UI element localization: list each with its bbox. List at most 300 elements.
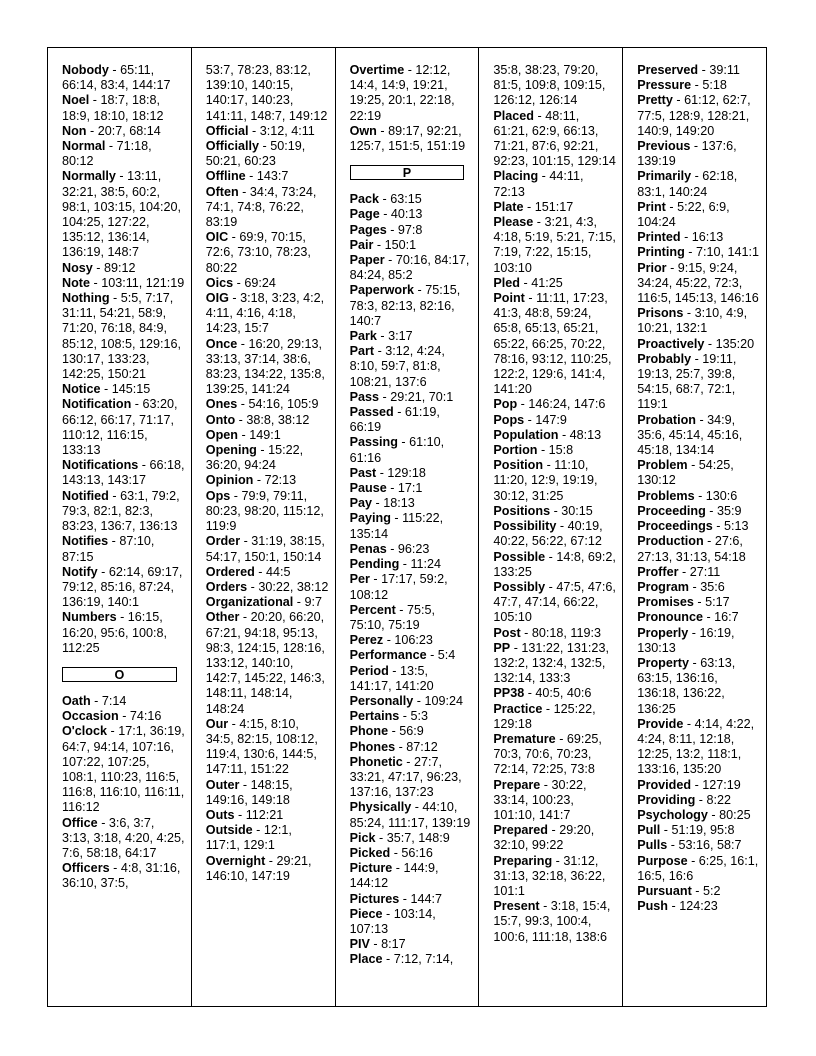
index-term: Post: [493, 625, 521, 640]
index-term: Push: [637, 899, 668, 914]
index-refs: 44:5: [266, 564, 291, 579]
index-entry: Outside - 12:1, 117:1, 129:1: [205, 823, 292, 853]
index-term: Phonetic: [349, 754, 403, 769]
index-refs: 109:24: [424, 693, 464, 708]
index-refs: 54:16, 105:9: [248, 397, 319, 412]
index-entry: Post - 80:18, 119:3: [493, 625, 601, 640]
index-refs: 20:7, 68:14: [97, 123, 161, 138]
index-term: Placing: [493, 169, 539, 184]
index-refs: 5:22, 6:9, 104:24: [637, 199, 730, 230]
index-entry: Notification - 63:20, 66:12, 66:17, 71:17, 110:12, 116:15, 133:13: [62, 397, 178, 458]
letter-heading-o: O: [62, 667, 177, 682]
index-refs: 75:15, 78:3, 82:13, 82:16, 140:7: [349, 283, 461, 328]
index-term: Possibly: [493, 579, 546, 594]
index-refs: 63:13, 63:15, 136:16, 136:18, 136:22, 136:25: [637, 655, 736, 716]
index-term: Occasion: [62, 709, 119, 724]
index-refs: 87:12: [406, 739, 438, 754]
index-term: Premature: [493, 731, 556, 746]
index-entry: Please - 3:21, 4:3, 4:18, 5:19, 5:21, 7:15, 7:19, 7:22, 15:15, 103:10: [493, 215, 616, 275]
index-refs: 15:8: [548, 443, 574, 458]
index-term: Provided: [637, 777, 692, 792]
index-term: Place: [349, 952, 383, 967]
index-term: Normal: [62, 139, 106, 154]
index-term: Printing: [637, 245, 685, 260]
index-refs: 3:10, 4:9, 10:21, 132:1: [637, 306, 748, 336]
index-refs: 5:4: [437, 648, 456, 663]
index-term: Other: [205, 610, 240, 625]
index-entry: Pretty - 61:12, 62:7, 77:5, 128:9, 128:21, 140:9, 149:20: [637, 93, 751, 138]
index-entry: Onto - 38:8, 38:12: [205, 412, 310, 427]
index-term: Nosy: [62, 260, 93, 275]
index-refs: 16:19, 130:13: [637, 625, 735, 655]
index-entry: Provided - 127:19: [637, 777, 741, 792]
index-refs: 44:10, 85:24, 111:17, 139:19: [349, 800, 471, 830]
index-term: Picked: [349, 845, 391, 860]
index-term: Nobody: [62, 63, 109, 77]
index-entry: Practice - 125:22, 129:18: [493, 701, 596, 731]
index-term: Pursuant: [637, 883, 692, 898]
index-entry: Passing - 61:10, 61:16: [349, 435, 445, 465]
index-term: Physically: [349, 800, 412, 815]
index-refs: 148:15, 149:16, 149:18: [205, 777, 293, 807]
index-entry: Properly - 16:19, 130:13: [637, 625, 735, 655]
index-term: Preparing: [493, 853, 553, 868]
index-term: Placed: [493, 108, 534, 123]
index-entry: Penas - 96:23: [349, 541, 430, 556]
index-refs: 29:21, 146:10, 147:19: [205, 853, 312, 883]
index-entry: Place - 7:12, 7:14,: [349, 952, 454, 967]
index-entry: Notifications - 66:18, 143:13, 143:17: [62, 458, 185, 488]
index-term: Portion: [493, 443, 538, 458]
index-refs: 5:18: [702, 78, 727, 93]
index-refs: 17:17, 59:2, 108:12: [349, 572, 448, 602]
index-entry: Notify - 62:14, 69:17, 79:12, 85:16, 87:24, 136:19, 140:1: [62, 564, 183, 610]
index-refs: 103:14, 107:13: [349, 906, 436, 936]
index-entry: Pages - 97:8: [349, 222, 423, 237]
index-entry: Possibility - 40:19, 40:22, 56:22, 67:12: [493, 519, 603, 549]
index-term: Properly: [637, 625, 689, 640]
index-term: Pops: [493, 412, 525, 427]
index-refs: 63:15: [390, 192, 422, 207]
index-refs: 31:19, 38:15, 54:17, 150:1, 150:14: [205, 534, 325, 564]
index-term: Page: [349, 207, 380, 222]
index-entry: Officers - 4:8, 31:16, 36:10, 37:5,: [62, 861, 181, 891]
index-entry: Previous - 137:6, 139:19: [637, 139, 737, 169]
index-refs: 12:12, 14:4, 14:9, 19:21, 19:25, 20:1, 22:18, 22:19: [349, 63, 455, 123]
index-entry: Placing - 44:11, 72:13: [493, 169, 584, 199]
index-term: Offline: [205, 169, 246, 184]
index-entry: Overtime - 12:12, 14:4, 14:9, 19:21, 19:25, 20:1, 22:18, 22:19: [349, 63, 455, 123]
index-entry: Piece - 103:14, 107:13: [349, 906, 436, 936]
index-refs: 11:11, 17:23, 41:3, 48:8, 59:24, 65:8, 65:13, 65:21, 65:22, 66:25, 70:22, 78:16, 93:12, 110:25, 122:2, 129:6, 141:4, 141:20: [493, 291, 612, 397]
index-refs: 61:10, 61:16: [349, 435, 445, 465]
index-entry: Organizational - 9:7: [205, 595, 322, 610]
index-entry: Prisons - 3:10, 4:9, 10:21, 132:1: [637, 306, 748, 336]
index-refs: 69:9, 70:15, 72:6, 73:10, 78:23, 80:22: [205, 230, 311, 275]
index-refs: 40:5, 40:6: [535, 686, 592, 701]
index-term: Paperwork: [349, 283, 414, 298]
index-entry: Numbers - 16:15, 16:20, 95:6, 100:8, 112:25: [62, 610, 168, 655]
index-entry: OIC - 69:9, 70:15, 72:6, 73:10, 78:23, 80:22: [205, 230, 311, 275]
index-entry: Orders - 30:22, 38:12: [205, 579, 329, 594]
index-term: Officially: [205, 139, 259, 154]
index-refs: 48:11, 61:21, 62:9, 66:13, 71:21, 87:6, 92:21, 92:23, 101:15, 129:14: [493, 108, 616, 169]
index-term: Please: [493, 215, 534, 230]
index-refs: 11:10, 11:20, 12:9, 19:19, 30:12, 31:25: [493, 458, 598, 503]
index-refs: 151:17: [534, 199, 574, 214]
index-term: Overnight: [205, 853, 266, 868]
index-entry: Positions - 30:15: [493, 503, 593, 518]
index-term: Pause: [349, 481, 387, 496]
index-term: Pop: [493, 397, 518, 412]
index-term: Possible: [493, 549, 546, 564]
index-refs: 63:1, 79:2, 79:3, 82:1, 82:3, 83:23, 136:7, 136:13: [62, 488, 180, 534]
index-entry: Period - 13:5, 141:17, 141:20: [349, 663, 434, 693]
index-refs: 31:12, 31:13, 32:18, 36:22, 101:1: [493, 853, 606, 898]
index-refs: 39:11: [709, 63, 740, 77]
index-term: Pronounce: [637, 610, 703, 625]
index-term: Printed: [637, 230, 681, 245]
index-term: Proffer: [637, 564, 679, 579]
index-entry: PIV - 8:17: [349, 937, 406, 952]
index-refs: 97:8: [397, 222, 423, 237]
index-term: Outer: [205, 777, 240, 792]
index-refs: 13:5, 141:17, 141:20: [349, 663, 434, 693]
index-entry: Overnight - 29:21, 146:10, 147:19: [205, 853, 312, 883]
index-term: Pulls: [637, 838, 668, 853]
index-refs: 35:7, 148:9: [386, 830, 450, 845]
index-entry: Percent - 75:5, 75:10, 75:19: [349, 602, 436, 632]
index-term: Office: [62, 815, 98, 830]
index-entry: [493, 63, 616, 109]
index-term: Passed: [349, 405, 394, 420]
index-entry: Property - 63:13, 63:15, 136:16, 136:18, 136:22, 136:25: [637, 655, 736, 716]
index-refs: 7:10, 141:1: [695, 245, 759, 260]
index-entry: Paperwork - 75:15, 78:3, 82:13, 82:16, 140:7: [349, 283, 461, 328]
index-term: Onto: [205, 412, 236, 427]
index-refs: 54:25, 130:12: [637, 458, 734, 488]
index-refs: 30:22, 38:12: [258, 579, 329, 594]
index-entry: Possible - 14:8, 69:2, 133:25: [493, 549, 616, 579]
index-entry: Performance - 5:4: [349, 648, 456, 663]
index-refs: 5:3: [410, 709, 429, 724]
index-entry: Pulls - 53:16, 58:7: [637, 838, 742, 853]
index-term: Nothing: [62, 291, 110, 306]
index-term: Pay: [349, 496, 373, 511]
index-refs: 18:13: [383, 496, 415, 511]
index-entry: Preparing - 31:12, 31:13, 32:18, 36:22, 101:1: [493, 853, 606, 898]
index-entry: Our - 4:15, 8:10, 34:5, 82:15, 108:12, 119:4, 130:6, 144:5, 147:11, 151:22: [205, 716, 318, 777]
index-refs: 5:2: [702, 883, 721, 898]
index-term: Notify: [62, 564, 98, 579]
index-entry: Ones - 54:16, 105:9: [205, 397, 319, 412]
index-refs: 7:14: [101, 693, 127, 708]
index-refs: 9:15, 9:24, 34:24, 45:22, 72:3, 116:5, 145:13, 146:16: [637, 260, 759, 306]
index-term: Officers: [62, 861, 110, 876]
index-entry: Pled - 41:25: [493, 275, 563, 290]
index-entry: Psychology - 80:25: [637, 807, 751, 822]
index-entry: Pops - 147:9: [493, 412, 567, 427]
index-term: OIG: [205, 291, 229, 306]
index-entry: [206, 63, 329, 124]
index-refs: 89:17, 92:21, 125:7, 151:5, 151:19: [349, 123, 466, 154]
index-term: Program: [637, 579, 689, 594]
index-entry: Preserved - 39:11: [637, 63, 740, 77]
index-entry: Point - 11:11, 17:23, 41:3, 48:8, 59:24, 65:8, 65:13, 65:21, 65:22, 66:25, 70:22, 78:16, 93:12, 110:25, 122:2, 129:6, 141:4, 141:20: [493, 291, 612, 397]
index-entry: Pending - 11:24: [349, 557, 442, 572]
index-term: Pictures: [349, 891, 400, 906]
index-term: OIC: [205, 230, 229, 245]
index-refs: 63:20, 66:12, 66:17, 71:17, 110:12, 116:15, 133:13: [62, 397, 178, 458]
index-entry: Problems - 130:6: [637, 488, 738, 503]
index-entry: Pass - 29:21, 70:1: [349, 389, 454, 404]
index-term: Ones: [205, 397, 238, 412]
index-term: Point: [493, 291, 525, 306]
index-term: Performance: [349, 648, 427, 663]
index-refs: 53:16, 58:7: [678, 838, 742, 853]
index-refs: 65:11, 66:14, 83:4, 144:17: [62, 63, 171, 93]
index-term: Personally: [349, 693, 414, 708]
index-term: Part: [349, 344, 375, 359]
index-entry: Proffer - 27:11: [637, 564, 721, 579]
index-entry: Probation - 34:9, 35:6, 45:14, 45:16, 45:18, 134:14: [637, 412, 743, 458]
index-term: Once: [205, 336, 238, 351]
index-entry: Nobody - 65:11, 66:14, 83:4, 144:17: [62, 63, 171, 93]
index-refs: 129:18: [387, 465, 426, 480]
index-entry: Picked - 56:16: [349, 845, 433, 860]
index-refs: 15:22, 36:20, 94:24: [205, 443, 304, 473]
index-entry: Problem - 54:25, 130:12: [637, 458, 734, 488]
index-refs: 5:13: [723, 519, 749, 534]
index-refs: 69:25, 70:3, 70:6, 70:23, 72:14, 72:25, 73:8: [493, 731, 602, 777]
index-refs: 135:20: [715, 336, 755, 351]
index-entry: Prepare - 30:22, 33:14, 100:23, 101:10, 141:7: [493, 777, 587, 822]
index-refs: 5:17: [705, 595, 730, 610]
index-refs: 27:6, 27:13, 31:13, 54:18: [637, 534, 746, 564]
index-refs: 130:6: [705, 488, 738, 503]
index-entry: Nosy - 89:12: [62, 260, 136, 275]
index-refs: 30:15: [561, 503, 593, 518]
index-refs: 35:6: [700, 579, 725, 594]
index-term: Plate: [493, 199, 524, 214]
index-entry: Pause - 17:1: [349, 481, 423, 496]
index-refs: 34:9, 35:6, 45:14, 45:16, 45:18, 134:14: [637, 412, 743, 458]
index-term: Noel: [62, 93, 90, 108]
index-refs: 56:16: [401, 845, 433, 860]
index-term: Pack: [349, 192, 380, 207]
index-term: Penas: [349, 541, 387, 556]
index-refs: 6:25, 16:1, 16:5, 16:6: [637, 853, 759, 883]
index-term: Percent: [349, 602, 396, 617]
index-refs: 143:7: [256, 169, 289, 184]
index-entry: Notified - 63:1, 79:2, 79:3, 82:1, 82:3, 83:23, 136:7, 136:13: [62, 488, 180, 534]
index-term: Primarily: [637, 169, 692, 184]
index-refs: 125:22, 129:18: [493, 701, 596, 731]
index-entry: Promises - 5:17: [637, 595, 730, 610]
index-refs: 9:7: [304, 595, 322, 610]
index-term: Notification: [62, 397, 132, 412]
index-entry: Passed - 61:19, 66:19: [349, 405, 440, 435]
index-refs: 12:1, 117:1, 129:1: [205, 823, 292, 853]
index-entry: Program - 35:6: [637, 579, 725, 594]
index-entry: Opinion - 72:13: [205, 473, 297, 488]
index-entry: Present - 3:18, 15:4, 15:7, 99:3, 100:4, 100:6, 111:18, 138:6: [493, 899, 611, 944]
index-refs: 16:7: [714, 610, 739, 625]
index-entry: Outs - 112:21: [205, 807, 284, 822]
index-term: Ops: [205, 488, 231, 503]
index-term: Proactively: [637, 336, 705, 351]
index-term: Pages: [349, 222, 387, 237]
index-entry: Outer - 148:15, 149:16, 149:18: [205, 777, 293, 807]
index-refs: 69:24: [244, 275, 276, 290]
index-refs: 115:22, 135:14: [349, 511, 444, 541]
index-entry: Pack - 63:15: [349, 192, 422, 207]
index-entry: Probably - 19:11, 19:13, 25:7, 39:8, 54:15, 68:7, 72:1, 119:1: [637, 351, 737, 412]
index-entry: Officially - 50:19, 50:21, 60:23: [205, 139, 306, 169]
index-refs: 14:8, 69:2, 133:25: [493, 549, 616, 579]
index-refs: 53:7, 78:23, 83:12, 139:10, 140:15, 140:17, 140:23, 141:11, 148:7, 149:12: [205, 63, 328, 123]
index-entry: Prior - 9:15, 9:24, 34:24, 45:22, 72:3, 116:5, 145:13, 146:16: [637, 260, 759, 306]
index-term: Oics: [205, 275, 234, 290]
index-entry: Past - 129:18: [349, 465, 426, 480]
index-term: Paper: [349, 253, 385, 268]
index-term: Prior: [637, 260, 667, 275]
index-term: Promises: [637, 595, 694, 610]
index-entry: Notice - 145:15: [62, 382, 151, 397]
index-column-2: [192, 48, 336, 1006]
index-entry: Phonetic - 27:7, 33:21, 47:17, 96:23, 137:16, 137:23: [349, 754, 462, 800]
index-entry: Order - 31:19, 38:15, 54:17, 150:1, 150:14: [205, 534, 325, 564]
index-entry: Production - 27:6, 27:13, 31:13, 54:18: [637, 534, 746, 564]
index-term: Overtime: [349, 63, 405, 77]
index-refs: 16:20, 29:13, 33:13, 37:14, 38:6, 83:23, 134:22, 135:8, 139:25, 141:24: [205, 336, 325, 397]
index-term: Park: [349, 329, 377, 344]
index-refs: 149:1: [249, 427, 281, 442]
index-term: Orders: [205, 579, 248, 594]
index-entry: Position - 11:10, 11:20, 12:9, 19:19, 30:12, 31:25: [493, 458, 598, 503]
index-entry: Other - 20:20, 66:20, 67:21, 94:18, 95:13, 98:3, 124:15, 128:16, 133:12, 140:10, 142:7, 145:22, 146:3, 148:11, 148:14, 148:24: [205, 610, 325, 716]
index-term: Past: [349, 465, 377, 480]
index-term: Picture: [349, 861, 393, 876]
index-refs: 96:23: [397, 541, 430, 556]
index-refs: 3:21, 4:3, 4:18, 5:19, 5:21, 7:15, 7:19, 7:22, 15:15, 103:10: [493, 215, 616, 275]
index-term: Pass: [349, 389, 380, 404]
index-refs: 147:9: [535, 412, 567, 427]
index-entry: Ordered - 44:5: [205, 564, 291, 579]
index-term: Pending: [349, 557, 400, 572]
index-entry: Pronounce - 16:7: [637, 610, 739, 625]
index-refs: 103:11, 121:19: [101, 275, 185, 290]
index-refs: 18:7, 18:8, 18:9, 18:10, 18:12: [62, 93, 164, 123]
index-term: Pled: [493, 275, 520, 290]
index-term: Property: [637, 655, 689, 670]
index-entry: PP - 131:22, 131:23, 132:2, 132:4, 132:5, 132:14, 133:3: [493, 640, 609, 686]
index-refs: 47:5, 47:6, 47:7, 47:14, 66:22, 105:10: [493, 579, 616, 625]
index-entry: Park - 3:17: [349, 329, 413, 344]
index-entry: Occasion - 74:16: [62, 709, 162, 724]
index-entry: Paying - 115:22, 135:14: [349, 511, 444, 541]
index-entry: Notifies - 87:10, 87:15: [62, 534, 155, 564]
index-term: Per: [349, 572, 370, 587]
index-refs: 71:18, 80:12: [62, 139, 152, 169]
index-refs: 87:10, 87:15: [62, 534, 155, 564]
index-term: Production: [637, 534, 704, 549]
index-term: Problems: [637, 488, 695, 503]
index-term: Providing: [637, 792, 696, 807]
index-refs: 79:9, 79:11, 80:23, 98:20, 115:12, 119:9: [205, 488, 324, 534]
index-term: Passing: [349, 435, 398, 450]
index-term: Proceeding: [637, 503, 706, 518]
index-column-1: [48, 48, 192, 1006]
index-term: Pertains: [349, 709, 400, 724]
index-refs: 19:11, 19:13, 25:7, 39:8, 54:15, 68:7, 72:1, 119:1: [637, 351, 737, 412]
index-refs: 27:7, 33:21, 47:17, 96:23, 137:16, 137:23: [349, 754, 462, 800]
index-entry: Often - 34:4, 73:24, 74:1, 74:8, 76:22, 83:19: [205, 184, 317, 230]
index-entry: Phones - 87:12: [349, 739, 438, 754]
index-term: Previous: [637, 139, 691, 154]
index-entry: Oics - 69:24: [205, 275, 276, 290]
index-entry: Printed - 16:13: [637, 230, 724, 245]
index-entry: Page - 40:13: [349, 207, 423, 222]
index-term: Phones: [349, 739, 396, 754]
index-term: Non: [62, 123, 87, 138]
index-refs: 34:4, 73:24, 74:1, 74:8, 76:22, 83:19: [205, 184, 317, 230]
index-entry: Phone - 56:9: [349, 724, 424, 739]
index-entry: Once - 16:20, 29:13, 33:13, 37:14, 38:6, 83:23, 134:22, 135:8, 139:25, 141:24: [205, 336, 325, 397]
index-refs: 11:24: [410, 557, 442, 572]
index-column-5: [623, 48, 766, 1006]
index-term: Order: [205, 534, 241, 549]
index-entry: Part - 3:12, 4:24, 8:10, 59:7, 81:8, 108:21, 137:6: [349, 344, 445, 389]
index-refs: 74:16: [129, 709, 162, 724]
index-refs: 62:18, 83:1, 140:24: [637, 169, 738, 199]
index-entry: Premature - 69:25, 70:3, 70:6, 70:23, 72:14, 72:25, 73:8: [493, 731, 602, 777]
index-refs: 16:13: [691, 230, 724, 245]
index-entry: Pertains - 5:3: [349, 709, 429, 724]
index-term: Oath: [62, 693, 91, 708]
index-entry: Paper - 70:16, 84:17, 84:24, 85:2: [349, 253, 470, 283]
index-entry: Push - 124:23: [637, 899, 718, 914]
index-refs: 56:9: [399, 724, 424, 739]
index-term: Print: [637, 199, 666, 214]
letter-heading-p: P: [350, 165, 465, 180]
index-refs: 3:17: [388, 329, 413, 344]
index-entry: Pull - 51:19, 95:8: [637, 823, 735, 838]
index-term: Practice: [493, 701, 543, 716]
index-refs: 4:14, 4:22, 4:24, 8:11, 12:18, 12:25, 13:2, 118:1, 133:16, 135:20: [637, 716, 755, 777]
index-entry: Office - 3:6, 3:7, 3:13, 3:18, 4:20, 4:25, 7:6, 58:18, 64:17: [62, 815, 185, 860]
index-refs: 4:15, 8:10, 34:5, 82:15, 108:12, 119:4, 130:6, 144:5, 147:11, 151:22: [205, 716, 318, 777]
index-refs: 35:8, 38:23, 79:20, 81:5, 109:8, 109:15, 126:12, 126:14: [493, 63, 606, 108]
index-refs: 7:12, 7:14,: [393, 952, 454, 967]
index-entry: Possibly - 47:5, 47:6, 47:7, 47:14, 66:22, 105:10: [493, 579, 616, 625]
index-entry: Prepared - 29:20, 32:10, 99:22: [493, 823, 595, 853]
index-entry: Population - 48:13: [493, 427, 602, 442]
index-refs: 50:19, 50:21, 60:23: [205, 139, 306, 169]
index-term: Population: [493, 427, 559, 442]
index-refs: 144:9, 144:12: [349, 861, 439, 891]
index-term: Opinion: [205, 473, 254, 488]
index-entry: Open - 149:1: [205, 427, 281, 442]
index-refs: 17:1, 36:19, 64:7, 94:14, 107:16, 107:22, 107:25, 108:1, 110:23, 116:5, 116:8, 116:10, 116:11, 116:12: [62, 724, 185, 815]
index-refs: 3:18, 3:23, 4:2, 4:11, 4:16, 4:18, 14:23, 15:7: [205, 291, 325, 336]
index-refs: 16:15, 16:20, 95:6, 100:8, 112:25: [62, 610, 168, 655]
index-refs: 72:13: [264, 473, 297, 488]
index-term: Open: [205, 427, 238, 442]
index-refs: 127:19: [702, 777, 741, 792]
index-entry: Picture - 144:9, 144:12: [349, 861, 439, 891]
index-entry: Pay - 18:13: [349, 496, 415, 511]
